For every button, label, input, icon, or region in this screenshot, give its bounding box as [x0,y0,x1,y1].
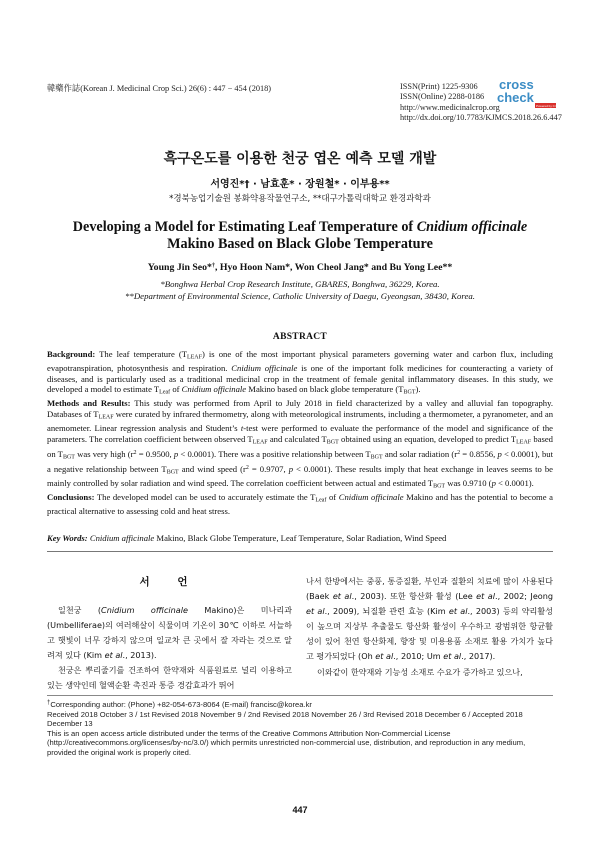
english-title [60,219,540,253]
intro-paragraph-2: 천궁은 뿌리줄기를 건조하여 한약재와 식품원료로 널리 이용하고 있는 생약인데 혈액순환 촉진과 통증 경감효과가 뛰어 [47,665,292,691]
first-author: Young Jin Seo* [147,262,212,273]
english-title-part2: Makino Based on Black Globe Temperature [167,236,433,252]
affiliation-2: **Department of Environmental Science, Catholic University of Daegu, Gyeongsan, 38430, Korea. [125,290,475,301]
keywords-label: Key Words: [47,533,88,543]
intro-paragraph-1: 일천궁 (Cnidium officinale Makino)은 미나리과 (Umbelliferae)의 여러해살이 식물이며 기온이 30℃ 이하로 서늘하고 햇빛이 너무 강하지 않으며 일교차 큰 곳에서 잘 자라는 것으로 알려져 있다 (Kim et al., 2013). [47,605,293,661]
intro-heading: 서 언 [139,576,200,588]
keywords-list: Makino, Black Globe Temperature, Leaf Temperature, Solar Radiation, Wind Speed [154,533,447,543]
journal-reference: 韓藥作誌(Korean J. Medicinal Crop Sci.) 26(6) : 447 − 454 (2018) [47,84,272,93]
journal-url[interactable]: http://www.medicinalcrop.org [400,102,500,112]
footnote-mark: † [47,700,51,706]
background-label: Background: [47,349,96,359]
corresponding-mark: † [211,263,215,269]
abstract-background: Background: The leaf temperature $(T_{LEAF})$ is one of the most important physical parameters governing water and carbon flux, including evapotranspiration, photosynthesis and respiration. Cnidium officinale is one of the important folk medicines for counteracting a variety of diseases, and is particularly used as a traditional medicinal crop in the treatment of female genital inflammatory diseases. In this study, we developed a model to estimate $T_{Leaf}$ of Cnidium officinale Makino based on black globe temperature $(T_{BGT})$. [47,349,553,396]
footnote [47,699,553,758]
footnote-divider [47,695,553,696]
received-dates: Received 2018 October 3 / 1st Revised 2018 November 9 / 2nd Revised 2018 November 26 / 3rd Revised 2018 December 6 / Accepted 2018 December 13 [47,709,523,729]
page-number: 447 [292,805,308,815]
intro-paragraph-2-cont: 나서 한방에서는 중풍, 통증질환, 부인과 질환의 치료에 많이 사용된다 (Baek et al., 2003). 또한 항산화 활성 (Lee et al., 2002; Jeong et al., 2009), 뇌질환 관련 효능 (Kim et al., 2003) 등의 약리활성이 높으며 지상부 추출물도 항산화 활성이 우수하고 광범위한 항균활성이 있어 천연 항산화제, 향장 및 미용용품 소재로 활용 가치가 높다고 평가되었다 (Oh et al., 2010; Um et al., 2017). [306,576,554,662]
license-text: This is an open access article distributed under the terms of the Creative Commons Attribution Non-Commercial License (http://creativecommons.org/licenses/by-nc/3.0/) which permits unrestricted non-commercial use, distribution, and reproduction in any medium, provided the original work is properly cited. [47,728,526,757]
affiliation-1: *Bonghwa Herbal Crop Research Institute, GBARES, Bonghwa, 36229, Korea. [160,279,440,289]
crossmark-badge-text: Powered by Crossref [536,104,565,108]
corresponding-text: Corresponding author: (Phone) +82-054-673-8064 (E-mail) francisc@korea.kr [50,700,312,709]
english-title-part1: Developing a Model for Estimating Leaf Temperature of [72,219,417,235]
corresponding-author [47,699,553,710]
crossmark-text-top: cross [499,77,534,92]
other-authors: , Hyo Hoon Nam*, Won Cheol Jang* and Bu Yong Lee** [214,262,453,273]
english-title-species: Cnidium officinale [416,219,528,235]
keywords-species: Cnidium afficinale [89,533,155,543]
issn-online: ISSN(Online) 2288-0186 [400,92,485,102]
section-divider [47,551,553,552]
abstract-body [47,349,553,517]
doi-link[interactable]: http://dx.doi.org/10.7783/KJMCS.2018.26.6.447 [400,112,562,122]
intro-paragraph-3: 이와같이 한약재와 기능성 소재로 수요가 증가하고 있으나, [317,666,523,677]
crossmark-text-bottom: check [497,90,534,105]
abstract-methods: Methods and Results: This study was performed from April to July 2018 in field characterized by a valley and alluvial fan topography. Databases of $T_{LEAF}$ were curated by infrared thermometry, along with meteorological instruments, including a thermometer, a pyranometer, and an anemometer. Linear regression analysis and Student’s t-test were performed to evaluate the performance of the model and significance of the parameters. The correlation coefficient between observed $T_{LEAF}$ and calculated $T_{BGT}$ obtained using an equation, developed to predict $T_{LEAF}$ based on $T_{BGT}$ was very high ($r^2 = 0.9500$, p < 0.0001). There was a positive relationship between $T_{BGT}$ and solar radiation ($r^2 = 0.8556$, p < 0.0001), but a negative relationship between $T_{BGT}$ and wind speed ($r^2 = 0.9707$, p < 0.0001). These results imply that heat exchange in leaves seems to be mainly controlled by solar radiation and wind speed. The correlation coefficient between actual and estimated $T_{BGT}$ was 0.9710 (p < 0.0001). [47,398,554,490]
issn-print: ISSN(Print) 1225-9306 [400,82,478,91]
intro-left-column [47,603,292,694]
english-authors [0,262,600,273]
methods-label: Methods and Results: [47,398,131,409]
korean-affiliation: *경북농업기술원 봉화약용작물연구소, **대구가톨릭대학교 환경과학과 [169,194,431,204]
korean-title: 흑구온도를 이용한 천궁 엽온 예측 모델 개발 [163,151,437,167]
keywords [47,533,553,543]
intro-right-column [306,574,553,680]
korean-authors: 서영진*† · 남효훈* · 장원철* · 이부용** [210,179,390,190]
abstract-conclusions: Conclusions: The developed model can be used to accurately estimate the $T_{Leaf}$ of Cnidium officinale Makino and has the potential to become a practical alternative to assessing cold and heat stress. [47,492,553,517]
abstract-heading: ABSTRACT [272,332,328,342]
crossmark-logo[interactable] [495,77,565,109]
conclusions-label: Conclusions: [47,492,95,503]
english-affiliations [0,279,600,302]
